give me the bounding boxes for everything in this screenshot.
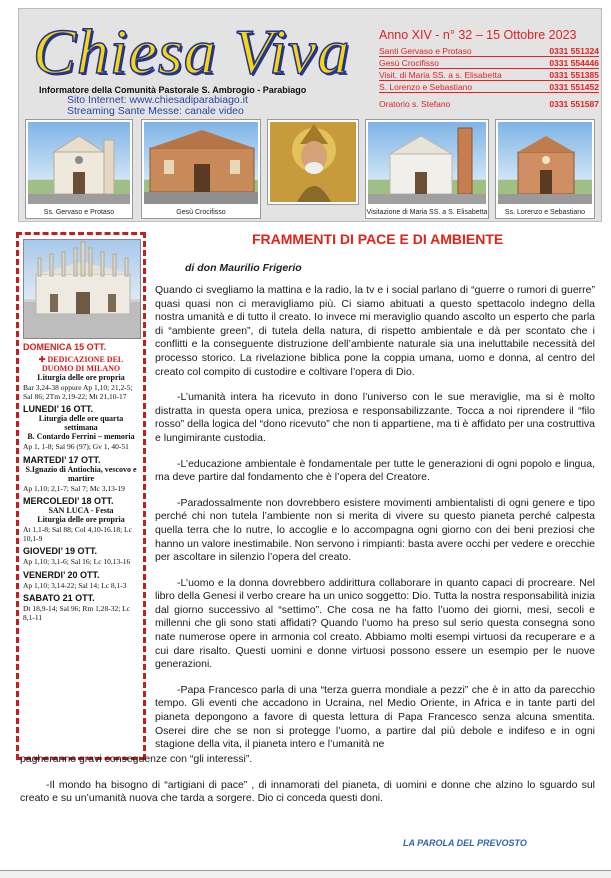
phone-row xyxy=(379,81,599,93)
church-facade-image xyxy=(368,122,486,204)
church-photo-strip xyxy=(25,119,595,219)
page-bottom-edge xyxy=(0,870,611,878)
streaming-info: Streaming Sante Messe: canale video xyxy=(67,105,244,117)
calendar-day: MARTEDI’ 17 OTT. xyxy=(23,454,101,465)
phone-name: S. Lorenzo e Sebastiano xyxy=(379,82,473,92)
calendar-day: GIOVEDI’ 19 OTT. xyxy=(23,546,98,556)
article-paragraph: -L’uomo e la donna dovrebbero addirittura collaborare in quanto capaci di procreare. Nel libro della Genesi il verbo creare ha un unico soggetto: Dio. Tutta la nostra responsabilità inizia dal giorno successivo al “settimo”. Che cosa ne ha fatto l’uomo dei giorni, mesi, secoli e millenni che gli sono stati affidati? Quando l’uomo ha preso sul serio questa consegna sono nate numerose opere in armonia col creato. Abbiamo molti esempi virtuosi da recuperare e a cui dare risalto. Questi uomini e donne virtuosi possono essere un esempio per le nuove generazioni. xyxy=(155,576,595,671)
scripture-readings: Bar 3,24-38 oppure Ap 1,10; 21,2-5; Sal 86; 2Tm 2,19-22; Mt 21,10-17 xyxy=(23,383,133,401)
liturgy-note: Liturgia delle ore propria xyxy=(37,373,125,382)
phone-number: 0331 551385 xyxy=(549,70,599,80)
liturgy-note: Liturgia delle ore propria xyxy=(37,515,125,524)
phone-number: 0331 554446 xyxy=(549,58,599,68)
calendar-entry xyxy=(23,456,139,494)
calendar-day: DOMENICA 15 OTT. xyxy=(23,342,107,352)
masthead-title: Chiesa Viva xyxy=(33,16,351,87)
article-paragraph: -Il mondo ha bisogno di “artigiani di pace” , di innamorati del pianeta, di uomini e donne che alzino lo sguardo sul creato e su un’umanità nuova che tarda a sorgere. Dio ci conceda questi doni. xyxy=(20,778,595,805)
issue-number: Anno XIV - n° 32 – 15 Ottobre 2023 xyxy=(379,28,577,42)
calendar-entry xyxy=(23,547,139,567)
photo-caption: Gesù Crocifisso xyxy=(176,209,226,216)
website-link[interactable]: Sito Internet: www.chiesadiparabiago.it xyxy=(67,94,248,106)
saint-memorial: B. Contardo Ferrini – memoria xyxy=(27,432,135,441)
liturgy-note: Liturgia delle ore quarta settimana xyxy=(38,414,124,432)
scripture-readings: Ap 1, 1-8; Sal 96 (97); Gv 1, 40-51 xyxy=(23,442,129,451)
phone-row xyxy=(379,69,599,81)
article-body-continued xyxy=(20,753,595,818)
calendar-day: MERCOLEDI’ 18 OTT. xyxy=(23,496,114,506)
masthead-subtitle: Informatore della Comunità Pastorale S. Ambrogio - Parabiago xyxy=(39,85,307,95)
phone-name: Oratorio s. Stefano xyxy=(379,99,451,109)
church-facade-image xyxy=(498,122,592,204)
phone-row xyxy=(379,45,599,57)
calendar-entry xyxy=(23,343,139,401)
article-paragraph: -L’umanità intera ha ricevuto in dono l’universo con le sue meraviglie, ma si è molto distratta in questa opera unica, preziosa e responsabilizzante. Tocca a noi riprendere il “filo rosso” della logica del “dono ricevuto” che non ti appartiene, ma ti è affidato per una costruttiva e lungimirante custodia. xyxy=(155,391,595,444)
phone-number: 0331 551452 xyxy=(549,82,599,92)
church-facade-image xyxy=(144,122,258,204)
scripture-readings: At 1,1-8; Sal 88; Col 4,10-16.18; Lc 10,1-9 xyxy=(23,525,132,543)
article-signature: LA PAROLA DEL PREVOSTO xyxy=(403,838,527,848)
masthead-header xyxy=(18,8,602,222)
phone-name: Santi Gervaso e Protaso xyxy=(379,46,472,56)
calendar-entry xyxy=(23,594,139,622)
article-title: FRAMMENTI DI PACE E DI AMBIENTE xyxy=(252,231,504,247)
saint-icon-image xyxy=(267,119,359,205)
saint-memorial: S.Ignazio di Antiochia, vescovo e martire xyxy=(25,464,137,483)
article-byline: di don Maurilio Frigerio xyxy=(185,262,302,274)
church-facade-image xyxy=(28,122,130,204)
scripture-readings: Ap 1,10; 2,1-7; Sal 7; Mc 3,13-19 xyxy=(23,483,125,493)
calendar-entry xyxy=(23,405,139,452)
church-photo xyxy=(141,119,261,219)
scripture-readings: Ap 1,10; 3,14-22; Sal 14; Lc 8,1-3 xyxy=(23,580,127,590)
article-paragraph: -L’educazione ambientale è fondamentale per tutte le generazioni di ogni popolo e lingua, ma deve partire dal fondamento che è l’opera del Creatore. xyxy=(155,457,595,484)
phone-number: 0331 551324 xyxy=(549,46,599,56)
phone-directory xyxy=(379,45,599,110)
phone-name: Visit. di Maria SS. a s. Elisabetta xyxy=(379,70,502,80)
phone-row xyxy=(379,57,599,69)
phone-number: 0331 551587 xyxy=(549,99,599,109)
calendar-day: VENERDI’ 20 OTT. xyxy=(23,569,100,580)
website-info xyxy=(67,95,248,117)
photo-caption: Visitazione di Maria SS. a S. Elisabetta xyxy=(366,209,488,216)
article-paragraph: Quando ci svegliamo la mattina e la radio, la tv e i social parlano di “guerre o rumori di guerre” quasi quasi non ci meravigliamo più. Ci siamo abituati a questo spettacolo indegno della nostra umanità e di tutto il creato. Io invece mi meraviglio quando ascolto un esperto che parla di “ambiente green”, di tutela della natura, di rispetto ambientale e dà per scontato che i conflitti e la conseguente distruzione dell’ambiente naturale sia una ineluttabile necessità del processo storico. La rivelazione biblica pone la coppia umana, uomo e donna, al centro del creato col compito di custodire e coltivare l’opera di Dio. xyxy=(155,284,595,378)
article-paragraph: -Papa Francesco parla di una “terza guerra mondiale a pezzi” che è in atto da parecchio tempo. Gli eventi che accadono in Ucraina, nel Medio Oriente, in Africa e in tante parti del pianeta depongono a favore di questa lettura di Papa Francesco senza alcuna smentita. Oserei dire che se non si protegge l’uomo, a partire dal più debole e indifeso e in ogni stagione della vita, il pianeta intero e l’umanità ne xyxy=(155,683,595,751)
scripture-readings: Dt 18,9-14; Sal 96; Rm 1,28-32; Lc 8,1-11 xyxy=(23,604,131,622)
article-body xyxy=(155,284,595,764)
calendar-entry xyxy=(23,571,139,591)
church-photo xyxy=(365,119,489,219)
calendar-entry xyxy=(23,497,139,543)
article-paragraph: -Paradossalmente non dovrebbero esistere movimenti ambientalisti di ogni genere e tipo perché chi non tutela l’ambiente non si merita di vivere su questo pianeta perché calpesta quella terra che lo nutre, lo accoglie e lo accompagna ogni giorno con dei beni preziosi che hanno un valore inestimabile. Non servono i rimpianti: basta avere occhi per vedere e orecchie per ascoltare in silenzio l’opera del creato. xyxy=(155,496,595,564)
phone-name: Gesù Crocifisso xyxy=(379,58,439,68)
church-photo xyxy=(25,119,133,219)
liturgical-calendar-sidebar xyxy=(16,232,146,760)
church-photo xyxy=(495,119,595,219)
phone-row xyxy=(379,98,599,110)
photo-caption: Ss. Lorenzo e Sebastiano xyxy=(504,209,586,216)
scripture-readings: Ap 1,10; 3,1-6; Sal 16; Lc 10,13-16 xyxy=(23,557,131,566)
calendar-day: LUNEDI’ 16 OTT. xyxy=(23,404,94,414)
photo-caption: Ss. Gervaso e Protaso xyxy=(43,209,115,216)
duomo-milano-image xyxy=(23,239,141,339)
article-paragraph: pagheranno gravi conseguenze con “gli interessi”. xyxy=(20,753,253,765)
feast-title: SAN LUCA - Festa xyxy=(48,506,114,515)
feast-title: ✚ DEDICAZIONE DEL DUOMO DI MILANO xyxy=(38,355,124,373)
calendar-day: SABATO 21 OTT. xyxy=(23,593,95,603)
